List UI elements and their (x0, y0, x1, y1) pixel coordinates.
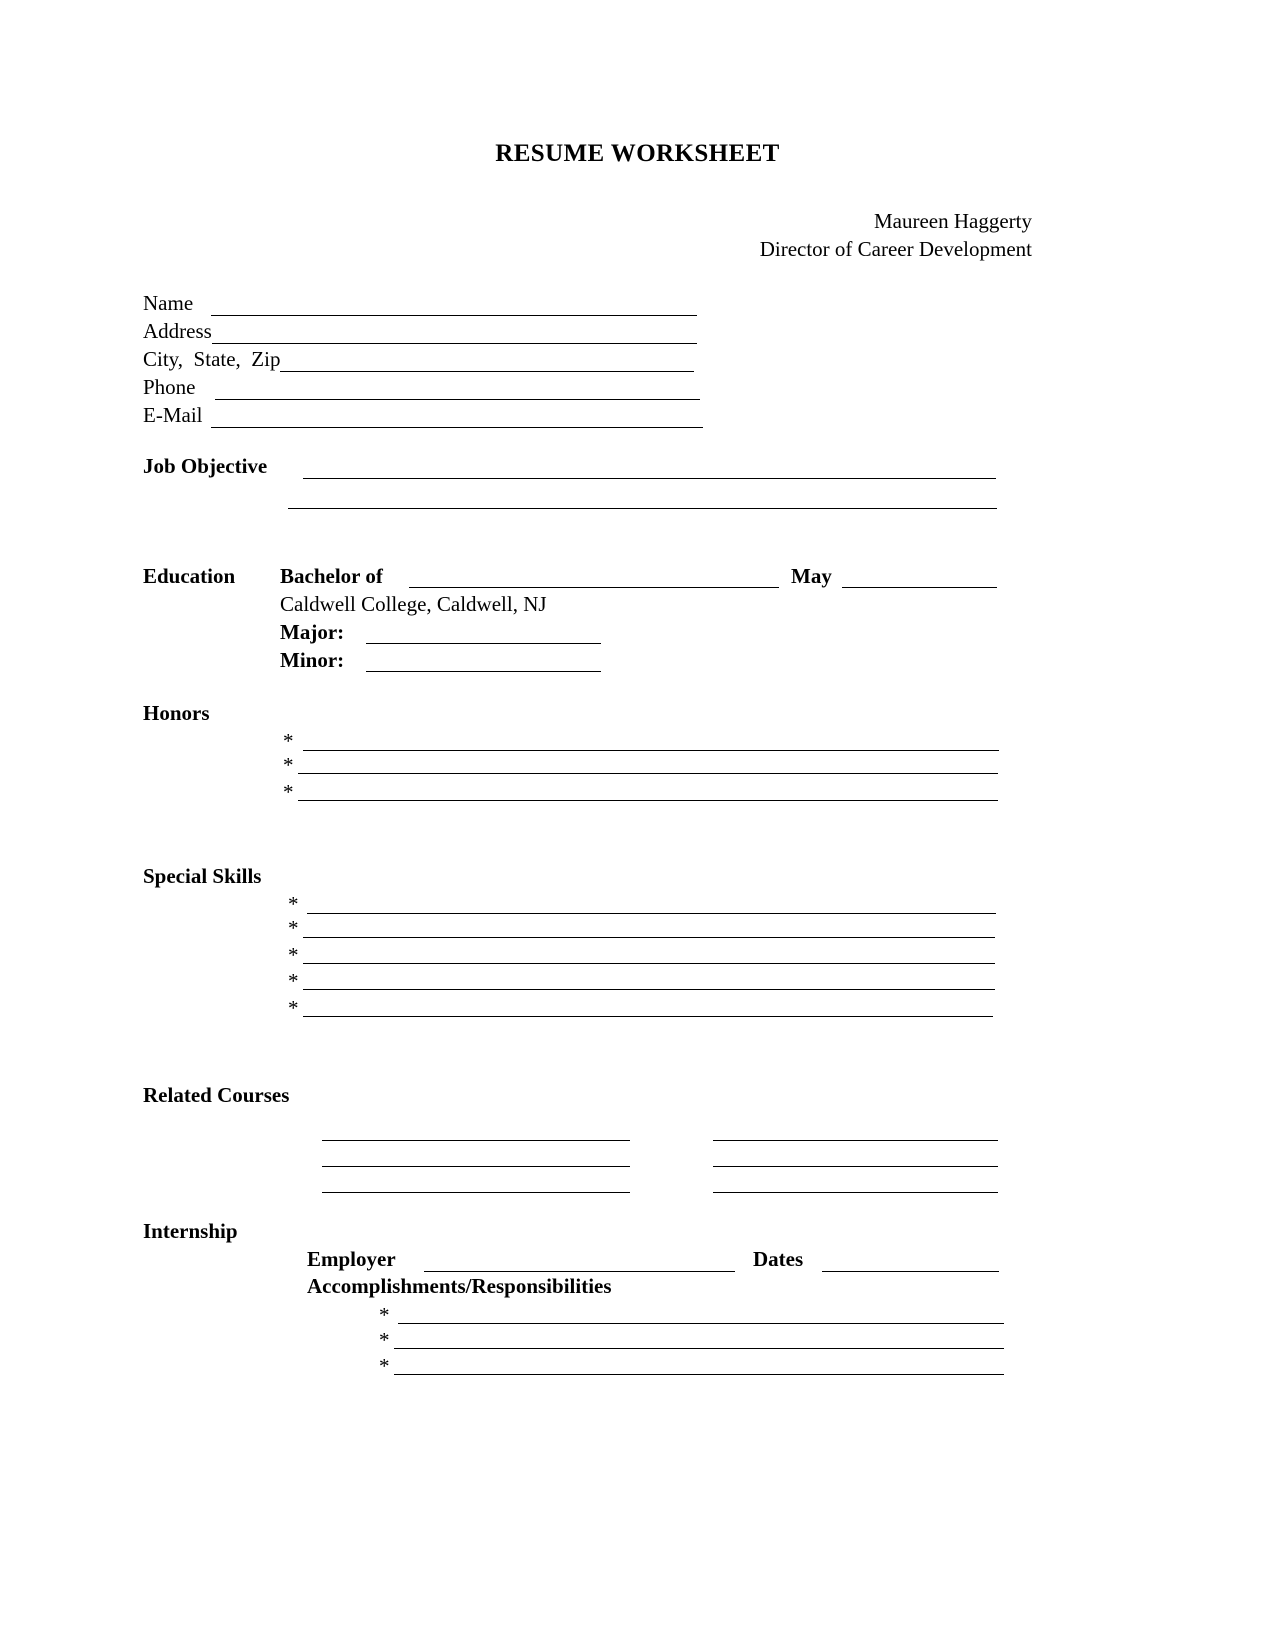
section-label-honors: Honors (143, 701, 210, 725)
special-skills-bullet-star-3: * (288, 943, 299, 967)
city-state-zip-input-rule[interactable] (280, 354, 694, 372)
section-label-special-skills: Special Skills (143, 864, 262, 888)
contact-row-address (143, 316, 703, 344)
author-block (760, 207, 1032, 263)
internship-input-rule-1[interactable] (398, 1323, 1004, 1324)
contact-label-email: E-Mail (143, 403, 203, 427)
honors-input-rule-2[interactable] (298, 773, 998, 774)
phone-input-rule[interactable] (215, 382, 700, 400)
special-skills-bullet-star-1: * (288, 892, 299, 916)
contact-row-email (143, 400, 703, 428)
special-skills-input-rule-3[interactable] (303, 963, 995, 964)
contact-label-name: Name (143, 291, 194, 315)
internship-employer-input-rule[interactable] (424, 1271, 735, 1272)
special-skills-bullet-star-5: * (288, 996, 299, 1020)
internship-dates-label: Dates (753, 1247, 804, 1271)
special-skills-input-rule-4[interactable] (303, 989, 995, 990)
internship-bullet-star-2: * (379, 1328, 390, 1352)
job-objective-input-rule-1[interactable] (303, 478, 996, 479)
education-graduation-date-input-rule[interactable] (842, 587, 997, 588)
honors-bullet-star-1: * (283, 729, 294, 753)
special-skills-input-rule-5[interactable] (303, 1016, 993, 1017)
education-school: Caldwell College, Caldwell, NJ (280, 592, 547, 616)
name-input-rule[interactable] (211, 298, 697, 316)
contact-label-address: Address (143, 319, 212, 343)
education-degree-label: Bachelor of (280, 564, 383, 588)
contact-fields (143, 288, 703, 428)
honors-bullet-star-3: * (283, 780, 294, 804)
job-objective-input-rule-2[interactable] (288, 508, 997, 509)
honors-input-rule-1[interactable] (303, 750, 999, 751)
related-courses-input-rule-r2c2[interactable] (713, 1166, 998, 1167)
special-skills-input-rule-2[interactable] (303, 937, 995, 938)
section-label-related-courses: Related Courses (143, 1083, 290, 1107)
contact-row-city-state-zip (143, 344, 703, 372)
education-minor-label: Minor: (280, 648, 345, 672)
internship-employer-label: Employer (307, 1247, 396, 1271)
address-input-rule[interactable] (212, 326, 697, 344)
section-label-education: Education (143, 564, 236, 588)
email-input-rule[interactable] (211, 410, 703, 428)
special-skills-input-rule-1[interactable] (307, 913, 996, 914)
education-month-label: May (791, 564, 832, 588)
education-major-input-rule[interactable] (366, 643, 601, 644)
section-label-internship: Internship (143, 1219, 238, 1243)
internship-bullet-star-1: * (379, 1303, 390, 1327)
education-major-label: Major: (280, 620, 345, 644)
related-courses-input-rule-r3c2[interactable] (713, 1192, 998, 1193)
page-title: RESUME WORKSHEET (495, 140, 780, 167)
related-courses-input-rule-r1c1[interactable] (322, 1140, 630, 1141)
internship-input-rule-3[interactable] (394, 1374, 1004, 1375)
internship-dates-input-rule[interactable] (822, 1271, 999, 1272)
education-degree-input-rule[interactable] (409, 587, 779, 588)
internship-accomplishments-label: Accomplishments/Responsibilities (307, 1274, 612, 1298)
internship-input-rule-2[interactable] (394, 1348, 1004, 1349)
honors-input-rule-3[interactable] (298, 800, 998, 801)
related-courses-input-rule-r3c1[interactable] (322, 1192, 630, 1193)
special-skills-bullet-star-4: * (288, 969, 299, 993)
honors-bullet-star-2: * (283, 753, 294, 777)
author-name: Maureen Haggerty (873, 209, 1032, 233)
contact-label-phone: Phone (143, 375, 196, 399)
internship-bullet-star-3: * (379, 1354, 390, 1378)
author-role: Director of Career Development (759, 237, 1032, 261)
education-minor-input-rule[interactable] (366, 671, 601, 672)
related-courses-input-rule-r2c1[interactable] (322, 1166, 630, 1167)
section-label-job-objective: Job Objective (143, 454, 268, 478)
related-courses-input-rule-r1c2[interactable] (713, 1140, 998, 1141)
contact-label-city-state-zip: City, State, Zip (143, 347, 281, 371)
special-skills-bullet-star-2: * (288, 916, 299, 940)
contact-row-phone (143, 372, 703, 400)
contact-row-name (143, 288, 703, 316)
